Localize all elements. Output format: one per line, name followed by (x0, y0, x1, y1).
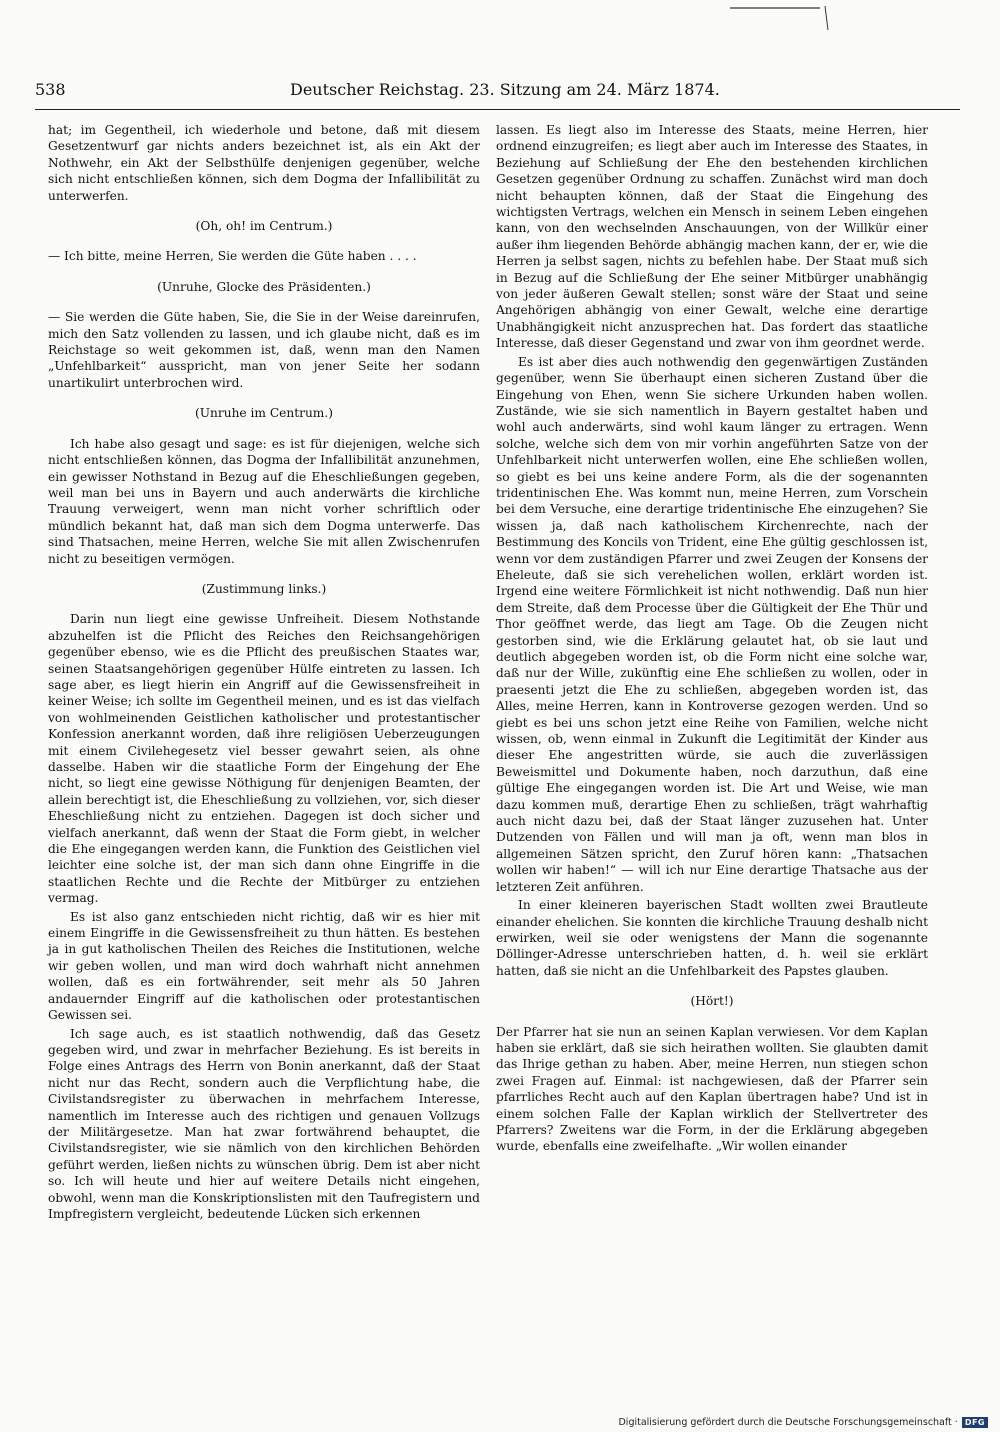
paragraph: Ich habe also gesagt und sage: es ist für diejenigen, welche sich nicht entschließen können, das Dogma der Infallibilität anzunehmen, ein gewisser Nothstand in Bezug auf die Eheschließungen gegeben, weil man bei uns in Bayern und auch anderwärts die kirchliche Trauung verweigert, wenn man nicht vorher schriftlich oder mündlich bekannt hat, daß man sich dem Dogma unterwerfe. Das sind Thatsachen, meine Herren, welche Sie mit allen Zwischenrufen nicht zu beseitigen vermögen. (48, 436, 480, 566)
header-rule (35, 109, 960, 110)
interjection: (Unruhe im Centrum.) (195, 406, 333, 421)
paragraph: hat; im Gegentheil, ich wiederhole und betone, daß mit diesem Gesetzentwurf gar nichts anders bezeichnet ist, als ein Akt der Nothwehr, ein Akt der Selbsthülfe denjenigen gegenüber, welche sich nicht entschließen können, sich dem Dogma der Infallibilität zu unterwerfen. (48, 123, 480, 203)
running-title: Deutscher Reichstag. 23. Sitzung am 24. März 1874. (290, 80, 720, 99)
paragraph: — Ich bitte, meine Herren, Sie werden die Güte haben . . . . (48, 249, 417, 264)
interjection: (Oh, oh! im Centrum.) (195, 219, 333, 234)
paragraph: Es ist also ganz entschieden nicht richtig, daß wir es hier mit einem Eingriffe in die Gewissensfreiheit zu thun hätten. Es bestehen ja in gut katholischen Theilen des Reiches die Institutionen, welche wir geben wollen, und man wird doch wahrhaft nicht annehmen wollen, daß es ein fortwährender, seit mehr als 50 Jahren andauernder Eingriff auf die katholischen oder protestantischen Gewissen sei. (48, 909, 480, 1023)
page-number: 538 (35, 80, 66, 99)
paragraph: lassen. Es liegt also im Interesse des Staats, meine Herren, hier ordnend einzugreifen; es liegt aber auch im Interesse des Staates, in Beziehung auf Schließung der Ehe den bestehenden kirchlichen Gesetzen gegenüber Ordnung zu schaffen. Zunächst wird man doch nicht behaupten können, daß der Staat die Eingehung des wichtigsten Vertrags, welchen ein Mensch in seinem Leben eingehen kann, von den wechselnden Anschauungen, von der Willkür einer außer ihm liegenden Behörde abhängig machen kann, der er, wie die Herren ja selbst sagen, nichts zu befehlen habe. Der Staat muß sich in Bezug auf die Schließung der Ehe seiner Mitbürger unabhängig von jeder äußeren Gewalt stellen; sonst wäre der Staat und seine Angehörigen abhängig von einer Gewalt, welche eine derartige Unabhängigkeit nicht anzusprechen hat. Das fordert das staatliche Interesse, daß dieser Gegenstand und zwar von ihm geordnet werde. (496, 123, 928, 351)
interjection: (Unruhe, Glocke des Präsidenten.) (157, 279, 371, 294)
paragraph: In einer kleineren bayerischen Stadt wollten zwei Brautleute einander ehelichen. Sie konnten die kirchliche Trauung deshalb nicht erwirken, weil sie oder wenigstens der Mann die sogenannte Döllinger-Adresse unterschrieben hatten, d. h. weil sie erklärt hatten, daß sie nicht an die Unfehlbarkeit des Papstes glauben. (496, 898, 928, 978)
paragraph: Es ist aber dies auch nothwendig den gegenwärtigen Zuständen gegenüber, wenn Sie überhaupt einen sicheren Zustand über die Eingehung von Ehen, wenn Sie sichere Urkunden haben wollen. Zustände, wie sie sich namentlich in Bayern gestaltet haben und wohl auch anderwärts, sind wohl kaum länger zu ertragen. Wenn solche, welche sich dem von mir vorhin angeführten Satze von der Unfehlbarkeit nicht unterwerfen wollen, eine Ehe schließen wollen, so giebt es bei uns keine andere Form, als die der sogenannten tridentinischen Ehe. Was kommt nun, meine Herren, zum Vorschein bei dem Versuche, eine derartige tridentinische Ehe einzugehen? Sie wissen ja, daß nach katholischem Kirchenrechte, nach der Bestimmung des Koncils von Trident, eine Ehe gültig geschlossen ist, wenn vor dem zuständigen Pfarrer und zwei Zeugen der Konsens der Eheleute, daß sie sich verehelichen wollen, erklärt worden ist. Irgend eine weitere Förmlichkeit ist nicht nothwendig. Daß nun hier dem Streite, daß dem Processe über die Gültigkeit der Ehe Thür und Thor geöffnet werde, das liegt am Tage. Ob die Zeugen nicht gestorben sind, wie die Erklärung gelautet hat, ob sie laut und deutlich abgegeben worden ist, ob die Form nicht eine solche war, daß nur der Wille, zukünftig eine Ehe schließen zu wollen, oder in praesenti jetzt die Ehe zu schließen, abgegeben worden ist, das Alles, meine Herren, kann in Kontroverse gezogen werden. Und so giebt es bei uns schon jetzt eine Reihe von Familien, welche nicht wissen, ob, wenn einmal in Zukunft die Legitimität der Kinder aus dieser Ehe angestritten würde, sie auch die zuverlässigen Beweismittel und Dokumente haben, noch darzuthun, daß eine gültige Ehe eingegangen worden ist. Die Art und Weise, wie man dazu kommen muß, derartige Ehen zu schließen, trägt wahrhaftig auch nicht dazu bei, daß der Staat länger zuzusehen hat. Unter Dutzenden von Fällen und will man ja oft, wenn man blos in allgemeinen Sätzen spricht, den Zuruf hören kann: „Thatsachen wollen wir haben!“ — will ich nur Eine derartige Thatsache aus der letzteren Zeit anführen. (496, 354, 928, 894)
paragraph: Der Pfarrer hat sie nun an seinen Kaplan verwiesen. Vor dem Kaplan haben sie erklärt, daß sie sich heirathen wollten. Sie glaubten damit das Ihrige gethan zu haben. Aber, meine Herren, nun stiegen schon zwei Fragen auf. Einmal: ist nachgewiesen, daß der Pfarrer sein pfarrliches Recht auch auf den Kaplan übertragen habe? Und ist in einem solchen Falle der Kaplan wirklich der Stellvertreter des Pfarrers? Zweitens war die Form, in der die Erklärung abgegeben wurde, ebenfalls eine zweifelhafte. „Wir wollen einander (496, 1024, 928, 1154)
footer-credit (618, 1417, 988, 1428)
paragraph: Darin nun liegt eine gewisse Unfreiheit. Diesem Nothstande abzuhelfen ist die Pflicht des Reiches den Reichsangehörigen gegenüber ebenso, wie es die Pflicht des preußischen Staates war, seinen Staatsangehörigen gegenüber Hülfe eintreten zu lassen. Ich sage aber, es liegt hierin ein Angriff auf die Gewissensfreiheit in keiner Weise; ich sollte im Gegentheil meinen, und es ist das vielfach von wohlmeinenden Geistlichen katholischer und protestantischer Konfession anerkannt worden, daß ihre religiösen Ueberzeugungen mit einem Civilehegesetz viel besser gewahrt seien, als ohne dasselbe. Haben wir die staatliche Form der Eingehung der Ehe nicht, so liegt eine gewisse Nöthigung für denjenigen Beamten, der allein berechtigt ist, die Eheschließung zu vollziehen, vor, sich dieser Eheschließung nicht zu entziehen. Dagegen ist doch sicher und vielfach anerkannt, daß wenn der Staat die Form giebt, in welcher die Ehe eingegangen werden kann, die Funktion des Geistlichen viel leichter eine solche ist, der man sich dann ohne Eingriffe in die staatlichen Rechte und die Rechte der Mitbürger zu entziehen vermag. (48, 612, 480, 906)
page-header (35, 80, 965, 106)
paragraph: Ich sage auch, es ist staatlich nothwendig, daß das Gesetz gegeben wird, und zwar in mehrfacher Beziehung. Es ist bereits in Folge eines Antrags des Herrn von Bonin anerkannt, daß der Staat nicht nur das Recht, sondern auch die Verpflichtung habe, die Civilstandsregister zu überwachen in mehrfachem Interesse, namentlich im Interesse auch des richtigen und genauen Vollzugs der Militärgesetze. Man hat zwar fortwährend behauptet, die Civilstandsregister, wie sie nämlich von den kirchlichen Behörden geführt werden, ließen nichts zu wünschen übrig. Dem ist aber nicht so. Ich will heute und hier auf weitere Details nicht eingehen, obwohl, wenn man die Konskriptionslisten mit den Taufregistern und Impfregistern vergleicht, bedeutende Lücken sich erkennen (48, 1026, 480, 1221)
interjection: (Hört!) (690, 994, 734, 1009)
paragraph: — Sie werden die Güte haben, Sie, die Sie in der Weise dareinrufen, mich den Satz vollenden zu lassen, und ich glaube nicht, daß es im Reichstage so weit gekommen ist, daß, wenn man den Namen „Unfehlbarkeit“ ausspricht, man von jener Seite her sodann unartikulirt unterbrochen wird. (48, 310, 480, 390)
dfg-logo: DFG (962, 1417, 988, 1428)
interjection: (Zustimmung links.) (201, 581, 327, 596)
footer-text: Digitalisierung gefördert durch die Deutsche Forschungsgemeinschaft · (618, 1417, 958, 1428)
left-column (48, 122, 480, 1224)
right-column (496, 122, 928, 1157)
scan-marks (700, 0, 900, 40)
